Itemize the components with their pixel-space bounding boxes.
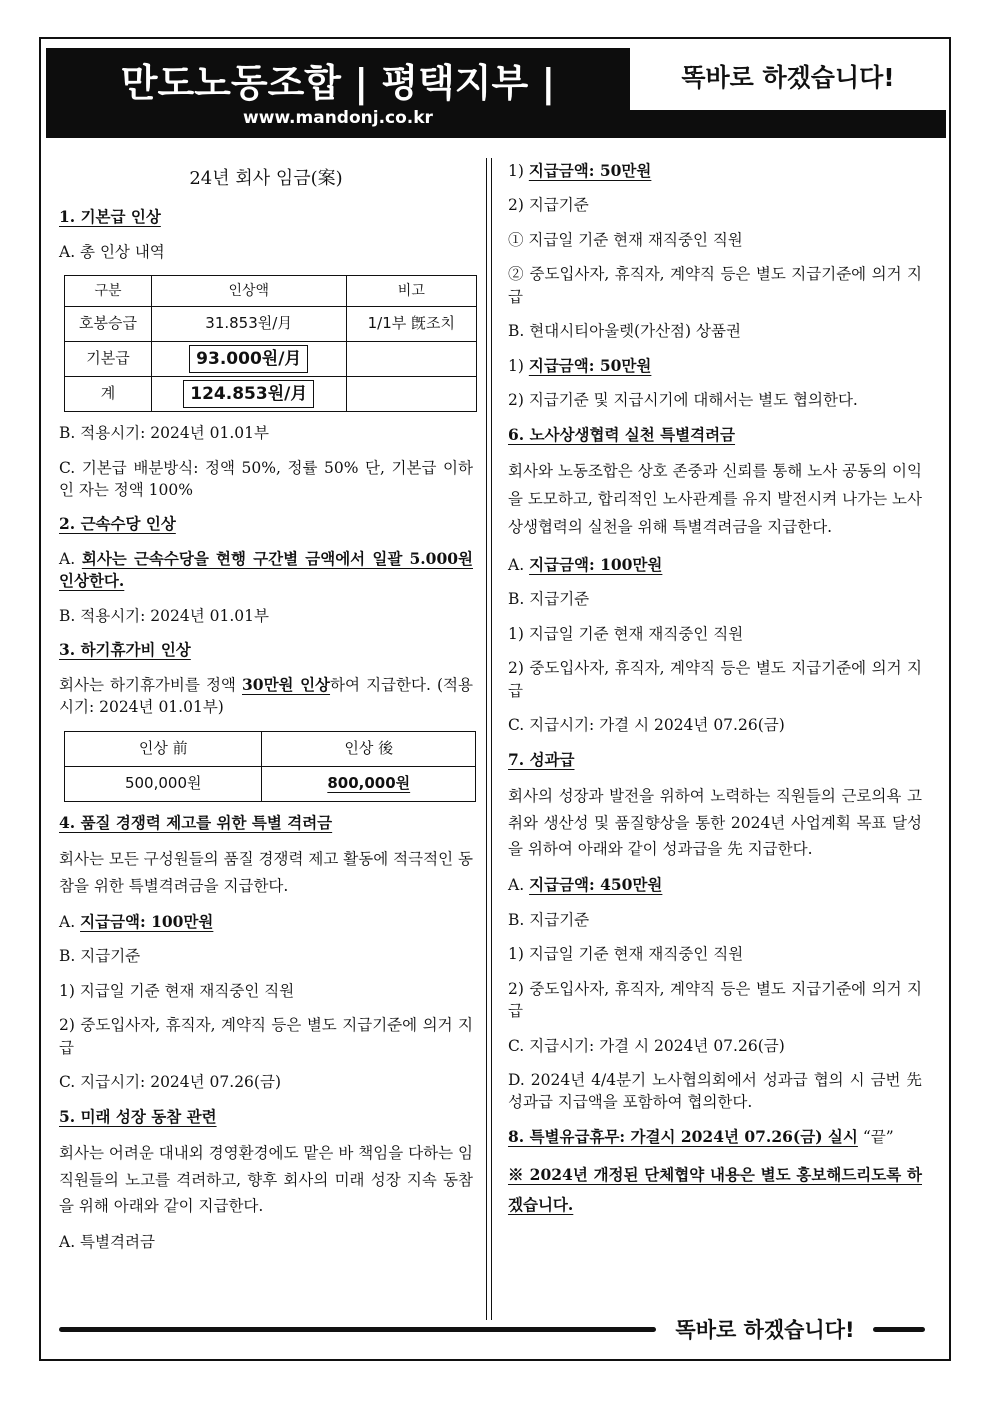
section-4-b2: 2) 중도입사자, 휴직자, 계약직 등은 별도 지급기준에 의거 지급 [59,1016,473,1057]
table-cell: 호봉승급 [65,307,152,342]
header-banner-extension [630,110,946,138]
section-3-heading: 3. 하기휴가비 인상 [59,640,191,660]
section-6-b1: 1) 지급일 기준 현재 재직중인 직원 [508,624,744,643]
base-pay-table [64,275,477,412]
notice-text: ※ 2024년 개정된 단체협약 내용은 별도 홍보해드리도록 하겠습니다. [508,1165,922,1214]
section-2-b: B. 적용시기: 2024년 01.01부 [59,606,269,625]
table-header-cell: 인상 前 [65,731,262,766]
table-header-cell: 인상 後 [262,731,476,766]
highlighted-value: 800,000원 [327,773,411,792]
table-row [65,342,477,377]
table-row [65,377,477,412]
table-header-row [65,276,477,307]
table-cell: 31.853원/月 [151,307,346,342]
section-5-heading: 5. 미래 성장 동참 관련 [59,1106,217,1126]
section-6-intro: 회사와 노동조합은 상호 존중과 신뢰를 통해 노사 공동의 이익을 도모하고, 합리적인 노사관계를 유지 발전시켜 나가는 노사상생협력의 실천을 위해 특별격려금을 지급한다. [508,462,922,536]
section-6-heading: 6. 노사상생협력 실천 특별격려금 [508,424,736,444]
left-column [59,158,473,1266]
table-cell [346,377,476,412]
table-cell [151,377,346,412]
section-7-b1: 1) 지급일 기준 현재 재직중인 직원 [508,945,744,964]
section-4-a: A. 지급금액: 100만원 [59,911,214,931]
section-4-b1: 1) 지급일 기준 현재 재직중인 직원 [59,981,295,1000]
table-cell [151,342,346,377]
section-1-heading: 1. 기본급 인상 [59,207,161,227]
section-5-a1: 1) 지급금액: 50만원 [508,161,652,180]
section-1-b: B. 적용시기: 2024년 01.01부 [59,424,269,443]
table-header-cell: 비고 [346,276,476,307]
table-header-cell: 구분 [65,276,152,307]
table-row [65,766,476,801]
footer-slogan: 똑바로 하겠습니다! [675,1318,855,1342]
table-cell: 계 [65,377,152,412]
section-8: 8. 특별유급휴무: 가결시 2024년 07.26(금) 실시 “끝” [508,1126,894,1146]
section-6-b: B. 지급기준 [508,590,590,609]
section-6-a: A. 지급금액: 100만원 [508,554,663,574]
header-slogan: 똑바로 하겠습니다! [681,63,895,92]
column-divider [486,158,492,1320]
document-title: 24년 회사 임금(案) [189,168,343,189]
highlighted-value: 124.853원/月 [183,380,314,409]
section-5-a2: 2) 지급기준 [508,196,589,215]
section-7-d: D. 2024년 4/4분기 노사협의회에서 성과급 협의 시 금번 先성과급 지급액을 포함하여 협의한다. [508,1071,922,1112]
section-7-intro: 회사의 성장과 발전을 위하여 노력하는 직원들의 근로의욕 고취와 생산성 및 품질향상을 통한 2024년 사업계획 목표 달성을 위하여 아래와 같이 성과급을 先 지급한다. [508,787,922,858]
section-7-b: B. 지급기준 [508,910,590,929]
table-cell: 1/1부 旣조치 [346,307,476,342]
section-2-a: A. 회사는 근속수당을 현행 구간별 금액에서 일괄 5.000원 인상한다. [59,548,473,591]
table-row [65,307,477,342]
footer-rule-left [59,1327,656,1332]
footer-rule-right [873,1327,925,1332]
section-6-c: C. 지급시기: 가결 시 2024년 07.26(금) [508,716,785,735]
section-7-heading: 7. 성과급 [508,749,575,769]
section-7-c: C. 지급시기: 가결 시 2024년 07.26(금) [508,1036,785,1055]
section-5-b2: 2) 지급기준 및 지급시기에 대해서는 별도 협의한다. [508,391,858,410]
section-4-b: B. 지급기준 [59,947,141,966]
section-7-b2: 2) 중도입사자, 휴직자, 계약직 등은 별도 지급기준에 의거 지급 [508,979,922,1021]
section-5-b1: 1) 지급금액: 50만원 [508,355,652,375]
table-header-cell: 인상액 [151,276,346,307]
union-title: 만도노동조합 | 평택지부 | [120,61,556,105]
highlighted-value: 93.000원/月 [189,345,308,374]
section-4-c: C. 지급시기: 2024년 07.26(금) [59,1073,281,1092]
table-cell [262,766,476,801]
table-header-row [65,731,476,766]
table-cell: 500,000원 [65,766,262,801]
section-5-a2-2: ② 중도입사자, 휴직자, 계약직 등은 별도 지급기준에 의거 지급 [508,265,922,306]
section-1-c: C. 기본급 배분방식: 정액 50%, 정률 50% 단, 기본급 이하인 자는 정액 100% [59,458,473,499]
section-2-heading: 2. 근속수당 인상 [59,514,176,534]
section-6-b2: 2) 중도입사자, 휴직자, 계약직 등은 별도 지급기준에 의거 지급 [508,659,922,700]
section-7-a: A. 지급금액: 450만원 [508,875,663,895]
section-5-a: A. 특별격려금 [59,1233,155,1252]
section-3-text: 회사는 하기휴가비를 정액 30만원 인상하여 지급한다. (적용시기: 2024년 01.01부) [59,674,473,717]
section-1-a: A. 총 인상 내역 [59,242,165,261]
union-website: www.mandonj.co.kr [243,108,433,128]
section-4-heading: 4. 품질 경쟁력 제고를 위한 특별 격려금 [59,812,333,832]
right-column [508,158,922,1231]
vacation-pay-table [64,731,476,802]
table-cell [346,342,476,377]
section-4-intro: 회사는 모든 구성원들의 품질 경쟁력 제고 활동에 적극적인 동참을 위한 특별격려금을 지급한다. [59,850,473,895]
section-5-b: B. 현대시티아울렛(가산점) 상품권 [508,322,741,341]
section-5-intro: 회사는 어려운 대내외 경영환경에도 맡은 바 책임을 다하는 임직원들의 노고를 격려하고, 향후 회사의 미래 성장 지속 동참을 위해 아래와 같이 지급한다. [59,1144,473,1215]
table-cell: 기본급 [65,342,152,377]
section-5-a2-1: ① 지급일 기준 현재 재직중인 직원 [508,230,743,249]
